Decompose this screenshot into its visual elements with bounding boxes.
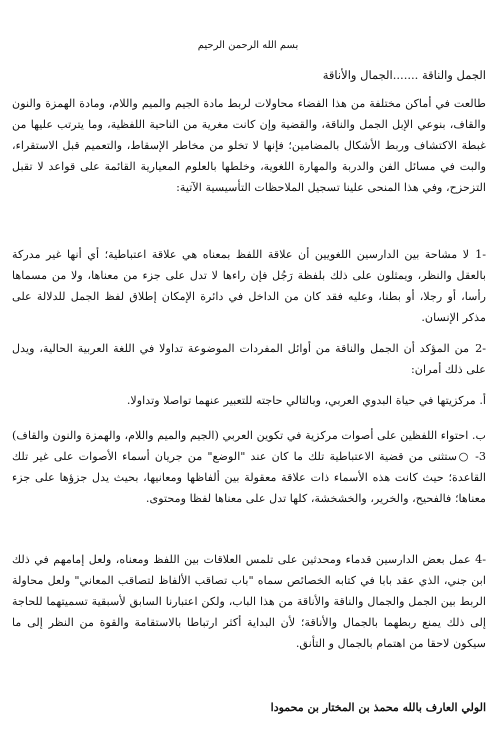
point-4-paragraph: -4 عمل بعض الدارسين قدماء ومحدثين على تلمس العلاقات بين اللفظ ومعناه، ولعل إمامهم في ذلك ابن جني، الذي عقد بابا في كتابه الخصائص سماه "باب تصاقب الألفاظ لتصاقب المعاني" ولعل محاولة الربط بين الجمل والجمال والناقة والأناقة من هذا الباب، ولكن اعتبارنا السابق لأسبقية تسميتهما للحاجة إلى ذلك يمنع ربطهما بالجمال والأناقة؛ لأن البداية أكثر ارتباطا بالاستقامة والقوة من النظر إلى ما سيكون لاحقا من اهتمام بالجمال و التأنق. <box>12 553 486 650</box>
author-signature: الولي العارف بالله محمذ بن المختار بن محمودا <box>270 701 486 714</box>
point-b-paragraph: ب. احتواء اللفظين على أصوات مركزية في تكوين العربي (الجيم والميم واللام، والهمزة والنون والقاف) 3- ○ستثنى من قضية الاعتباطية تلك ما كان عند "الوضع" من جريان أسماء الأصوات على غير تلك القاعدة؛ حيث كانت هذه الأسماء ذات علاقة معقولة بين ألفاظها ومعانيها، بحيث يدل جزؤها على جزء معناها؛ فالفحيح، والخرير، والخشخشة، كلها تدل على معناها لفظا ومحتوى. <box>12 429 486 505</box>
point-2-text: من المؤكد أن الجمل والناقة من أوائل المفردات الموضوعة تداولا في اللغة العربية الحالية، ويدل على ذلك أمران: <box>12 342 486 376</box>
point-2-number: -2 <box>475 342 486 355</box>
point-1-number: -1 <box>475 248 486 261</box>
point-1-text: لا مشاحة بين الدارسين اللغويين أن علاقة اللفظ بمعناه هي علاقة اعتباطية؛ أي أنها غير مدركة بالعقل والنظر، ويمثلون على ذلك بلفظة رَجُل فإن راءها لا تدل على جزء من معناها، ولا من مسماها رأسا، أو رجلا، أو بطنا، وعليه فقد كان من الداخل في دائرة الإمكان إطلاق لفظ الجمل للدلالة على مذكر الإنسان. <box>12 248 486 324</box>
basmala: بسم الله الرحمن الرحيم <box>197 40 299 51</box>
document-title: الجمل والناقة .......الجمال والأناقة <box>322 68 486 82</box>
point-1-paragraph <box>12 244 486 328</box>
point-2-paragraph <box>12 338 486 380</box>
intro-paragraph: طالعت في أماكن مختلفة من هذا الفضاء محاولات لربط مادة الجيم والميم واللام، ومادة الهمزة والنون والقاف، بنوعي الإبل الجمل والناقة، والقضية وإن كانت مغرية من الناحية اللفظية، وما يترتب عليها من غبطة الاكتشاف وربط الأشكال بالمضامين؛ فإنها لا تخلو من مخاطر الإسقاط، والتعميم قبل الاستقراء، والبت في مسائل الفن والدربة والمهارة اللغوية، وخلطها بالعلوم المعيارية القائمة على قواعد لا تقبل التزحزح، وفي هذا المنحى علينا تسجيل الملاحظات التأسيسية الآتية: <box>12 97 486 194</box>
point-a-paragraph: أ. مركزيتها في حياة البدوي العربي، وبالتالي حاجته للتعبير عنهما تواصلا وتداولا. <box>126 394 486 407</box>
